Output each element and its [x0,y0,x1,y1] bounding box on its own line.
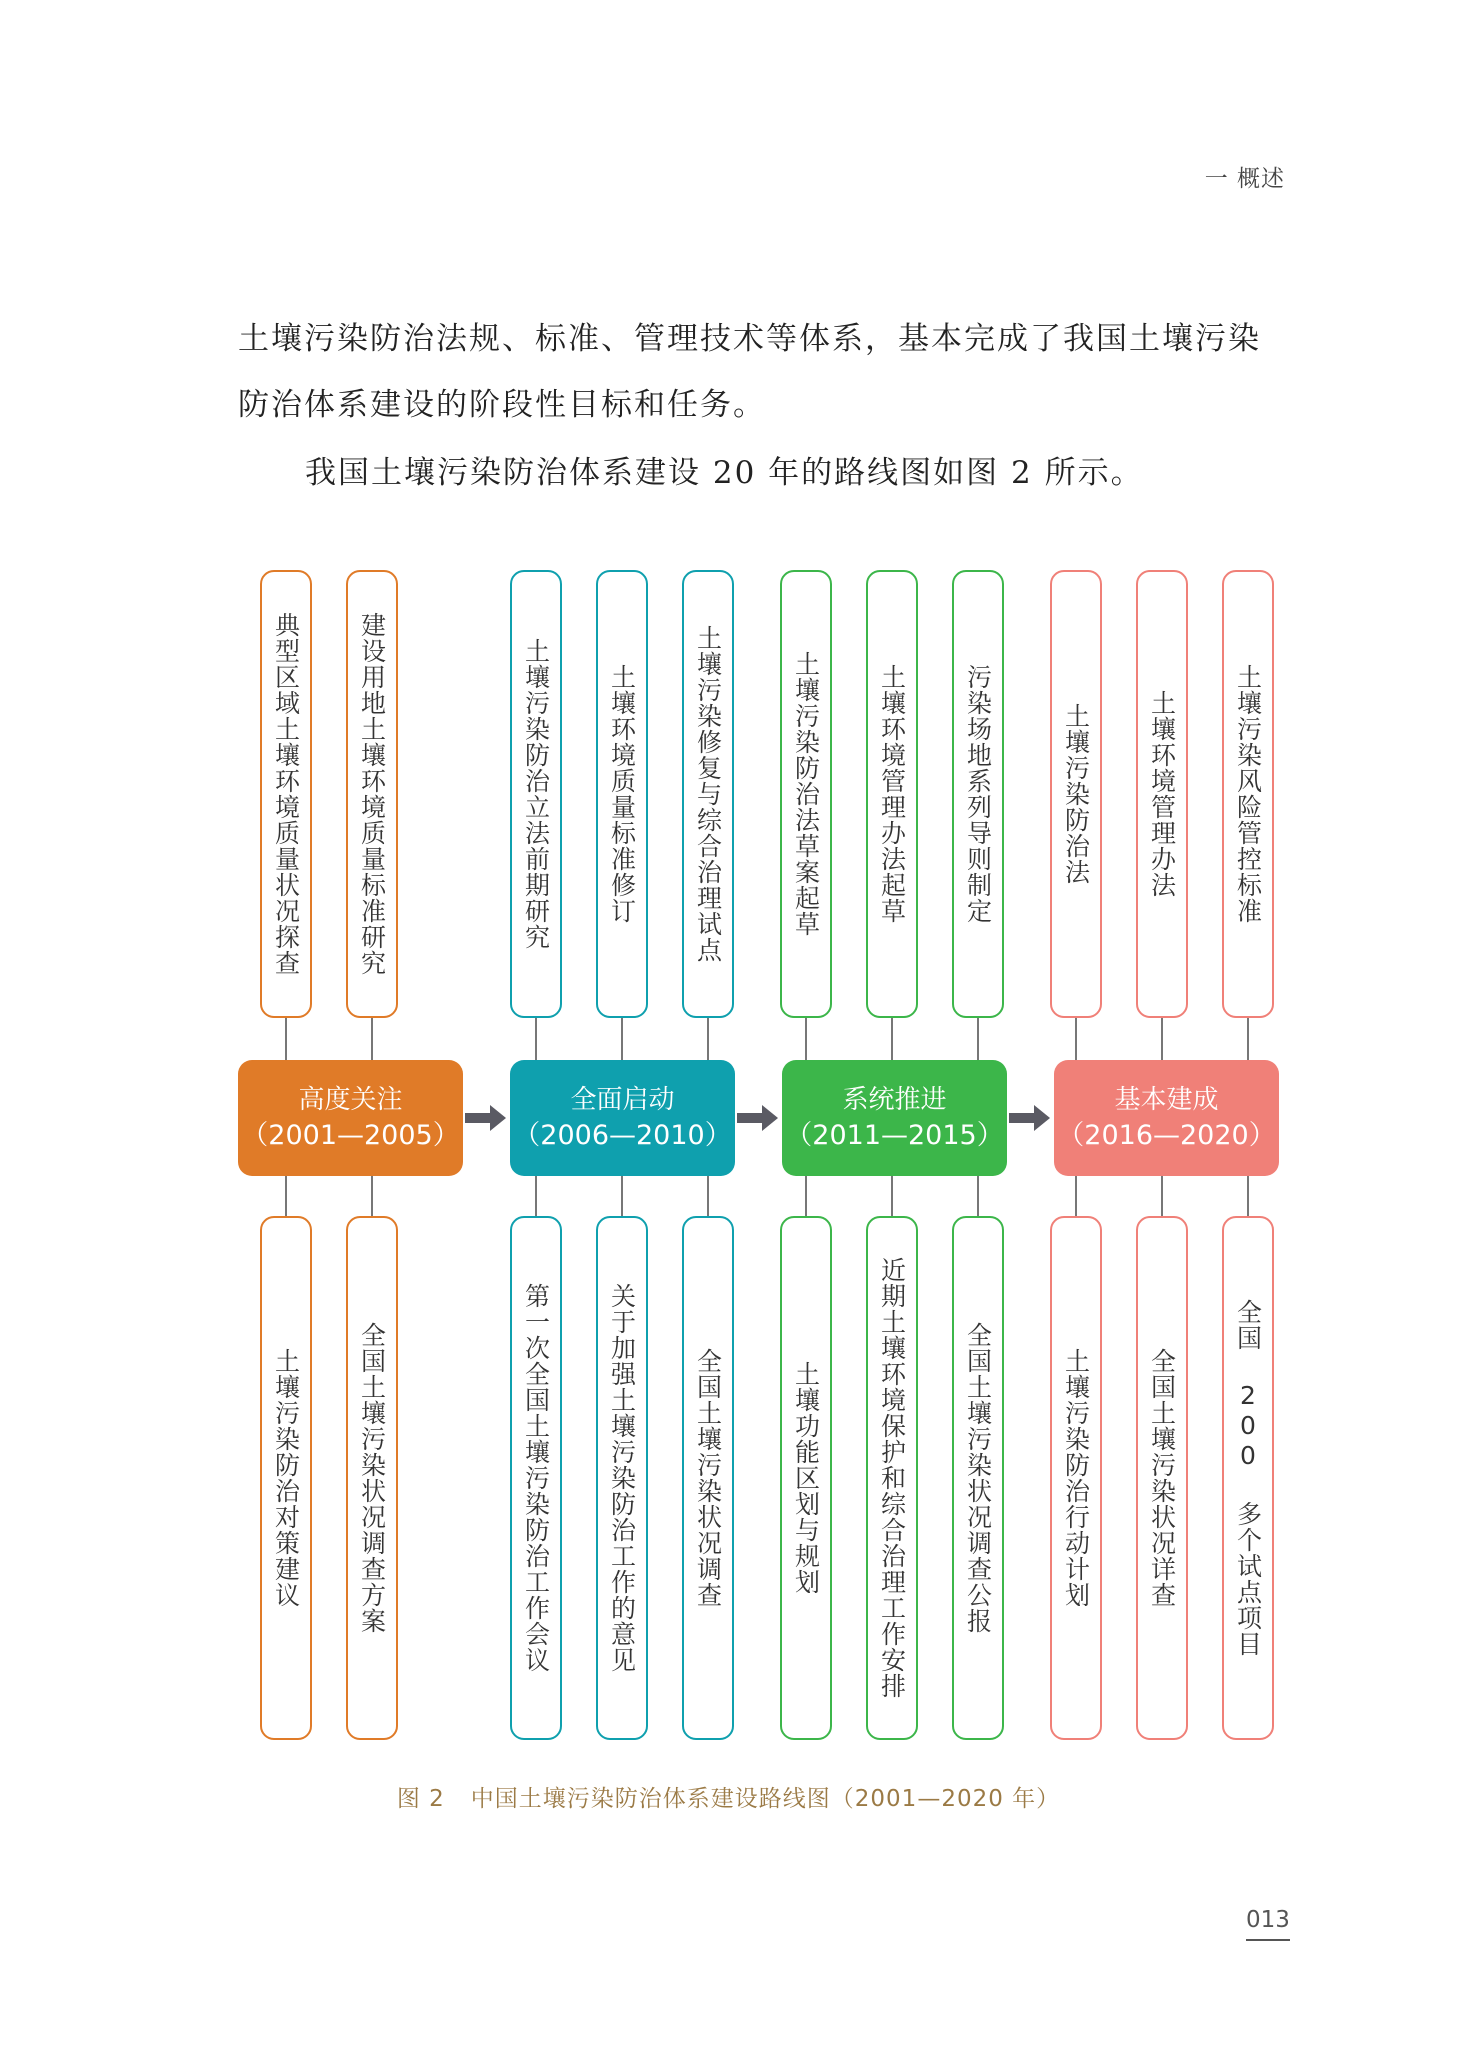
milestone-box-bottom [596,1216,648,1740]
milestone-text: 土壤污染防治行动计划 [1061,1348,1091,1608]
phase-block [782,1060,1007,1176]
milestone-box-bottom [866,1216,918,1740]
milestone-text: 土壤环境管理办法起草 [877,664,907,924]
figure-caption-label: 图 2 [396,1786,445,1812]
figure-caption-text: 中国土壤污染防治体系建设路线图（2001—2020 年） [470,1786,1061,1812]
milestone-box-top [596,570,648,1018]
milestone-box-bottom [1136,1216,1188,1740]
milestone-box-top [510,570,562,1018]
connector-line [1075,1018,1077,1060]
milestone-text: 土壤功能区划与规划 [791,1361,821,1595]
milestone-box-bottom [510,1216,562,1740]
phase-block [510,1060,735,1176]
phase-years: （2016—2020） [1057,1120,1276,1151]
milestone-box-bottom [1222,1216,1274,1740]
phase-years: （2006—2010） [513,1120,732,1151]
figure-caption [0,1780,1457,1813]
milestone-box-bottom [780,1216,832,1740]
milestone-box-bottom [1050,1216,1102,1740]
phase-years: （2001—2005） [241,1120,460,1151]
milestone-text: 土壤环境质量标准修订 [607,664,637,924]
milestone-box-bottom [952,1216,1004,1740]
page-number: 013 [1246,1907,1290,1941]
connector-line [285,1018,287,1060]
milestone-text: 土壤污染风险管控标准 [1233,664,1263,924]
connector-line [891,1176,893,1216]
phase-arrow [465,1105,506,1131]
section-header: 一 概述 [1204,166,1285,192]
connector-line [977,1176,979,1216]
connector-line [805,1018,807,1060]
phase-name: 高度关注 [298,1085,403,1115]
connector-line [805,1176,807,1216]
connector-line [1161,1018,1163,1060]
milestone-text: 关于加强土壤污染防治工作的意见 [607,1283,637,1673]
phase-years: （2011—2015） [785,1120,1004,1151]
phase-name: 系统推进 [842,1085,947,1115]
milestone-text: 土壤污染防治对策建议 [271,1348,301,1608]
connector-line [371,1018,373,1060]
milestone-text: 土壤污染防治法 [1061,703,1091,885]
connector-line [621,1018,623,1060]
body-paragraph-2: 我国土壤污染防治体系建设 20 年的路线图如图 2 所示。 [305,455,1144,491]
phase-arrow [1009,1105,1050,1131]
milestone-box-top [682,570,734,1018]
milestone-text: 典型区域土壤环境质量状况探查 [271,612,301,976]
milestone-text: 全国土壤污染状况详查 [1147,1348,1177,1608]
milestone-text: 土壤污染修复与综合治理试点 [693,625,723,963]
milestone-text: 近期土壤环境保护和综合治理工作安排 [877,1257,907,1699]
connector-line [1247,1176,1249,1216]
milestone-box-top [346,570,398,1018]
milestone-box-top [780,570,832,1018]
connector-line [1247,1018,1249,1060]
connector-line [285,1176,287,1216]
connector-line [707,1176,709,1216]
milestone-text: 土壤污染防治立法前期研究 [521,638,551,950]
milestone-box-bottom [346,1216,398,1740]
milestone-text: 土壤环境管理办法 [1147,690,1177,898]
milestone-box-top [1050,570,1102,1018]
phase-name: 基本建成 [1114,1085,1219,1115]
connector-line [891,1018,893,1060]
milestone-text: 污染场地系列导则制定 [963,664,993,924]
milestone-box-bottom [682,1216,734,1740]
milestone-box-bottom [260,1216,312,1740]
phase-block [238,1060,463,1176]
milestone-box-top [866,570,918,1018]
phase-name: 全面启动 [570,1085,675,1115]
milestone-box-top [952,570,1004,1018]
milestone-text: 全国土壤污染状况调查方案 [357,1322,387,1634]
milestone-text: 全国 200 多个试点项目 [1233,1299,1263,1657]
milestone-text: 建设用地土壤环境质量标准研究 [357,612,387,976]
connector-line [977,1018,979,1060]
milestone-text: 全国土壤污染状况调查公报 [963,1322,993,1634]
milestone-box-top [260,570,312,1018]
milestone-text: 土壤污染防治法草案起草 [791,651,821,937]
connector-line [535,1176,537,1216]
connector-line [1161,1176,1163,1216]
body-paragraph-1: 土壤污染防治法规、标准、管理技术等体系，基本完成了我国土壤污染防治体系建设的阶段性目标和任务。 [238,321,1261,423]
connector-line [535,1018,537,1060]
milestone-text: 全国土壤污染状况调查 [693,1348,723,1608]
connector-line [621,1176,623,1216]
connector-line [707,1018,709,1060]
phase-arrow [737,1105,778,1131]
milestone-box-top [1222,570,1274,1018]
milestone-box-top [1136,570,1188,1018]
connector-line [371,1176,373,1216]
connector-line [1075,1176,1077,1216]
milestone-text: 第一次全国土壤污染防治工作会议 [521,1283,551,1673]
phase-block [1054,1060,1279,1176]
